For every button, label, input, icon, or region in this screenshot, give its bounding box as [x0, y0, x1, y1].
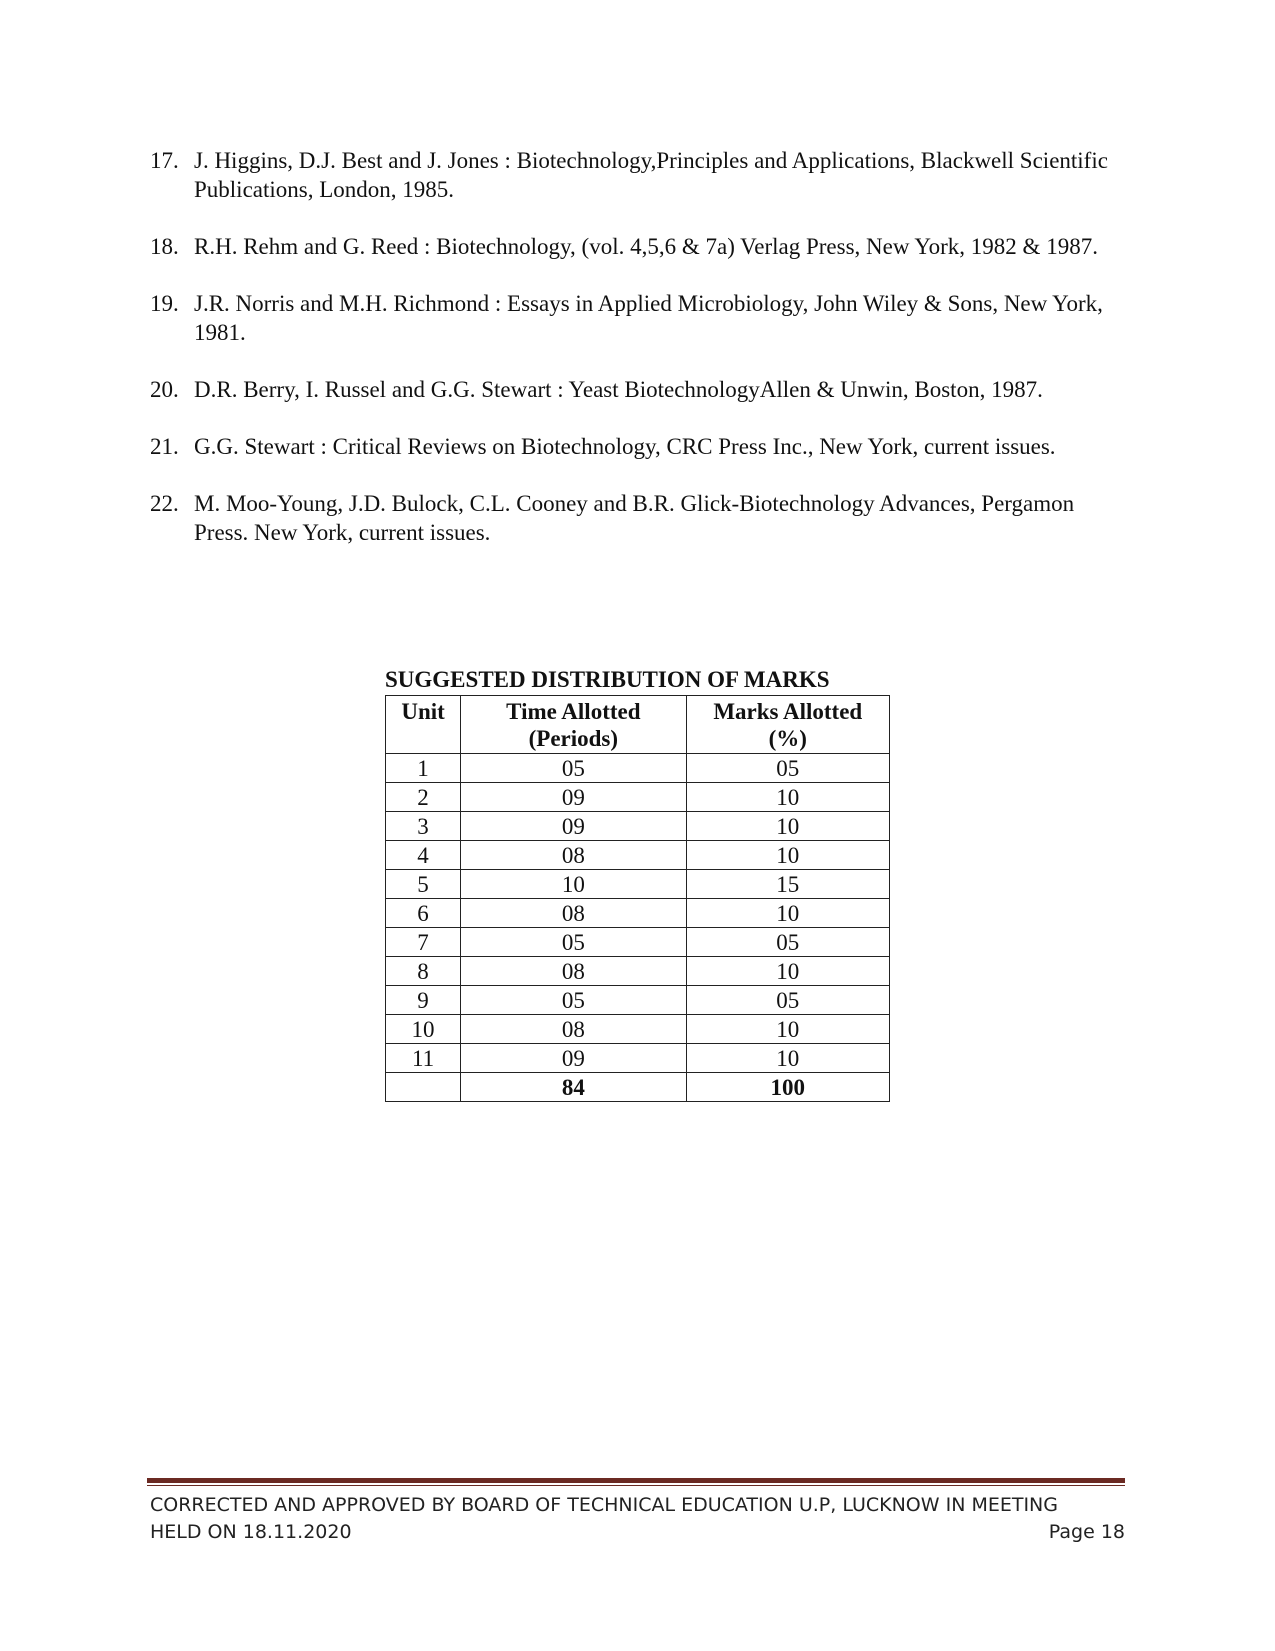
cell-time: 08 [461, 841, 686, 870]
reference-text: R.H. Rehm and G. Reed : Biotechnology, (vol. 4,5,6 & 7a) Verlag Press, New York, 1982 & 1987. [194, 234, 1098, 259]
reference-number: 18. [150, 234, 179, 259]
reference-text: M. Moo-Young, J.D. Bulock, C.L. Cooney and B.R. Glick-Biotechnology Advances, Pergamon Press. New York, current issues. [194, 491, 1075, 545]
cell-marks: 10 [686, 1044, 889, 1073]
cell-unit: 10 [386, 1015, 461, 1044]
cell-marks: 05 [686, 928, 889, 957]
cell-unit: 8 [386, 957, 461, 986]
cell-unit: 7 [386, 928, 461, 957]
cell-time: 05 [461, 754, 686, 783]
cell-unit: 5 [386, 870, 461, 899]
reference-number: 21. [150, 434, 179, 459]
cell-unit: 3 [386, 812, 461, 841]
table-row [386, 812, 890, 841]
cell-time: 09 [461, 783, 686, 812]
cell-marks: 10 [686, 841, 889, 870]
header-marks-line2: (%) [768, 726, 807, 751]
table-row [386, 986, 890, 1015]
cell-unit: 2 [386, 783, 461, 812]
table-row [386, 928, 890, 957]
cell-time: 08 [461, 957, 686, 986]
page-footer [150, 1492, 1125, 1546]
cell-time: 09 [461, 1044, 686, 1073]
cell-marks: 10 [686, 812, 889, 841]
table-header-row [386, 696, 890, 754]
cell-marks: 10 [686, 957, 889, 986]
footer-approval-line2: HELD ON 18.11.2020 [150, 1521, 352, 1543]
reference-text: D.R. Berry, I. Russel and G.G. Stewart : Yeast BiotechnologyAllen & Unwin, Boston, 1987. [194, 377, 1043, 402]
table-row [386, 783, 890, 812]
marks-table-title: SUGGESTED DISTRIBUTION OF MARKS [385, 667, 830, 692]
header-unit: Unit [386, 696, 461, 754]
reference-item [150, 146, 1130, 204]
footer-divider-thin [147, 1485, 1125, 1486]
table-row [386, 754, 890, 783]
cell-marks: 05 [686, 754, 889, 783]
reference-number: 20. [150, 377, 179, 402]
header-time-line2: (Periods) [528, 726, 619, 751]
cell-time: 05 [461, 986, 686, 1015]
cell-total-unit [386, 1073, 461, 1102]
header-time-line1: Time Allotted [506, 699, 641, 724]
cell-unit: 11 [386, 1044, 461, 1073]
cell-total-time: 84 [461, 1073, 686, 1102]
cell-marks: 05 [686, 986, 889, 1015]
footer-divider-thick [147, 1478, 1125, 1483]
cell-time: 09 [461, 812, 686, 841]
cell-unit: 4 [386, 841, 461, 870]
reference-number: 22. [150, 491, 179, 516]
reference-item [150, 232, 1130, 261]
reference-list [150, 146, 1130, 575]
reference-number: 17. [150, 148, 179, 173]
cell-time: 08 [461, 899, 686, 928]
cell-marks: 15 [686, 870, 889, 899]
cell-marks: 10 [686, 899, 889, 928]
cell-time: 05 [461, 928, 686, 957]
cell-unit: 9 [386, 986, 461, 1015]
table-row [386, 1015, 890, 1044]
cell-time: 08 [461, 1015, 686, 1044]
footer-line2 [150, 1519, 1125, 1546]
cell-total-marks: 100 [686, 1073, 889, 1102]
table-row [386, 870, 890, 899]
page-number: Page 18 [1048, 1521, 1125, 1543]
marks-distribution-table [385, 695, 890, 1102]
reference-text: J. Higgins, D.J. Best and J. Jones : Biotechnology,Principles and Applications, Blackwell Scientific Publications, London, 1985. [194, 148, 1108, 202]
cell-unit: 1 [386, 754, 461, 783]
reference-item [150, 289, 1130, 347]
header-time-allotted [461, 696, 686, 754]
cell-marks: 10 [686, 1015, 889, 1044]
reference-item [150, 432, 1130, 461]
table-row [386, 899, 890, 928]
table-row [386, 841, 890, 870]
table-row [386, 1044, 890, 1073]
table-total-row [386, 1073, 890, 1102]
footer-approval-line1: CORRECTED AND APPROVED BY BOARD OF TECHNICAL EDUCATION U.P, LUCKNOW IN MEETING [150, 1494, 1058, 1516]
header-marks-line1: Marks Allotted [713, 699, 863, 724]
cell-time: 10 [461, 870, 686, 899]
reference-text: G.G. Stewart : Critical Reviews on Biotechnology, CRC Press Inc., New York, current issues. [194, 434, 1056, 459]
table-row [386, 957, 890, 986]
reference-number: 19. [150, 291, 179, 316]
cell-marks: 10 [686, 783, 889, 812]
reference-item [150, 375, 1130, 404]
reference-text: J.R. Norris and M.H. Richmond : Essays in Applied Microbiology, John Wiley & Sons, New York, 1981. [194, 291, 1103, 345]
header-marks-allotted [686, 696, 889, 754]
cell-unit: 6 [386, 899, 461, 928]
reference-item [150, 489, 1130, 547]
